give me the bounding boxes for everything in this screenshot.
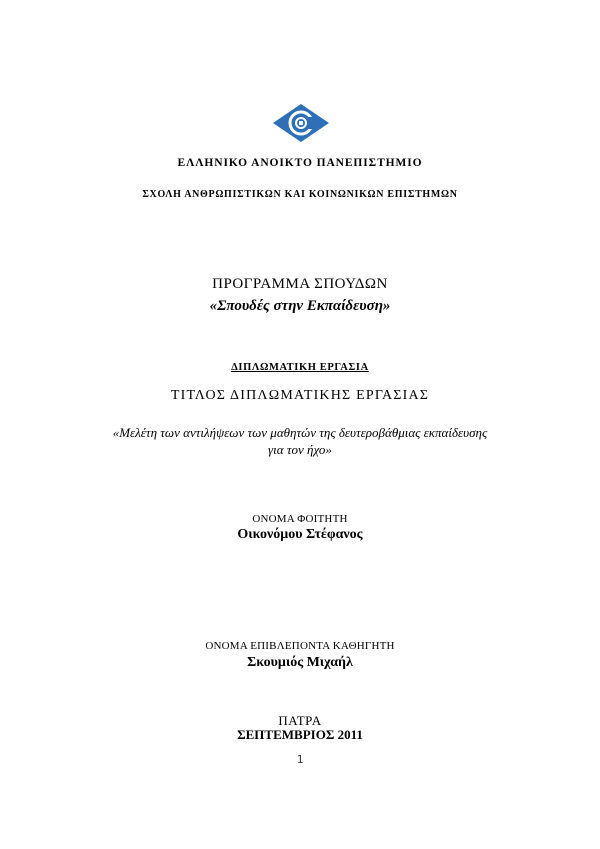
thesis-title-label: ΤΙΤΛΟΣ ΔΙΠΛΩΜΑΤΙΚΗΣ ΕΡΓΑΣΙΑΣ (170, 388, 430, 403)
thesis-title-line-2: για τον ήχο» (268, 442, 332, 457)
student-label: ΟΝΟΜΑ ΦΟΙΤΗΤΗ (252, 513, 348, 525)
university-name: ΕΛΛΗΝΙΚΟ ΑΝΟΙΚΤΟ ΠΑΝΕΠΙΣΤΗΜΙΟ (177, 157, 423, 169)
city: ΠΑΤΡΑ (278, 713, 322, 728)
program-name: «Σπουδές στην Εκπαίδευση» (209, 298, 391, 314)
student-name: Οικονόμου Στέφανος (237, 527, 363, 542)
page-number: 1 (296, 753, 304, 766)
university-logo-icon (272, 103, 330, 143)
supervisor-name: Σκουμιός Μιχαήλ (247, 655, 353, 670)
supervisor-label: ΟΝΟΜΑ ΕΠΙΒΛΕΠΟΝΤΑ ΚΑΘΗΓΗΤΗ (205, 640, 395, 652)
thesis-title-line-1: «Μελέτη των αντιλήψεων των μαθητών της δευτεροβάθμιας εκπαίδευσης (112, 425, 488, 440)
program-label: ΠΡΟΓΡΑΜΜΑ ΣΠΟΥΔΩΝ (212, 276, 388, 292)
thesis-label: ΔΙΠΛΩΜΑΤΙΚΗ ΕΡΓΑΣΙΑ (231, 362, 369, 373)
submission-date: ΣΕΠΤΕΜΒΡΙΟΣ 2011 (237, 727, 363, 742)
school-name: ΣΧΟΛΗ ΑΝΘΡΩΠΙΣΤΙΚΩΝ ΚΑΙ ΚΟΙΝΩΝΙΚΩΝ ΕΠΙΣΤΗΜΩΝ (142, 189, 458, 200)
